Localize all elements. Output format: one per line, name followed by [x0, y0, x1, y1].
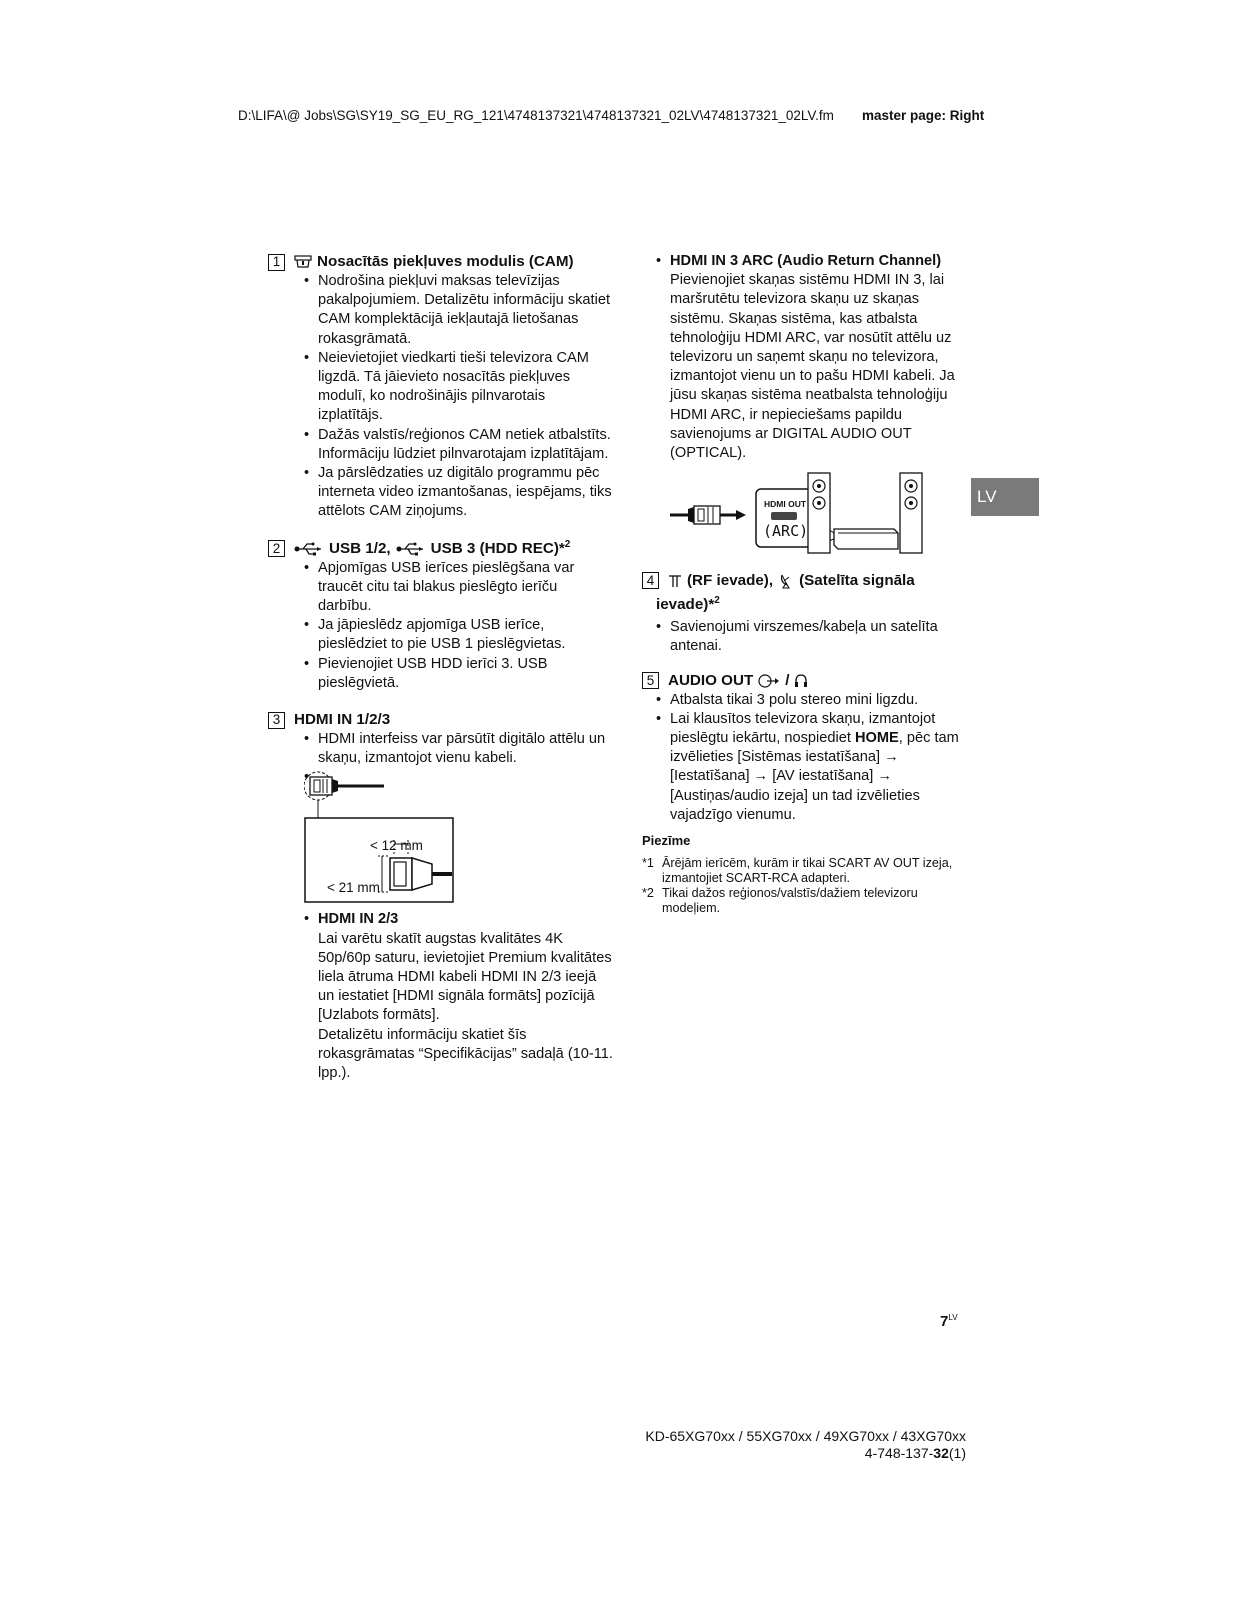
hdmi-out-label: HDMI OUT [764, 499, 807, 510]
footer [645, 1428, 966, 1462]
rf-bullet-list [642, 618, 977, 656]
list-item: • Nodrošina piekļuvi maksas televīzijas pakalpojumiem. Detalizētu informāciju skatiet CAM komplektācijā iekļautajā lietošanas rokasgrāmatā. [304, 272, 613, 349]
list-item: • Savienojumi virszemes/kabeļa un satelīta antenai. [656, 618, 977, 656]
usb-section-title [268, 539, 613, 559]
section-number-2: 2 [268, 540, 285, 557]
rf-section-title [642, 571, 977, 614]
section-number-5: 5 [642, 672, 659, 689]
footer-code: 4-748-137-32(1) [864, 1445, 966, 1461]
arc-bullet-list [642, 252, 977, 463]
hdmi23-item [304, 910, 613, 1083]
footer-models: KD-65XG70xx / 55XG70xx / 49XG70xx / 43XG70xx [645, 1428, 966, 1444]
headphones-icon [794, 674, 808, 688]
cam-section-title [268, 252, 613, 272]
usb-title-b: USB 3 (HDD REC)*$^2$ [430, 538, 571, 557]
usb-icon [294, 542, 324, 556]
hdmi-title-text: HDMI IN 1/2/3 [294, 711, 391, 729]
usb-title-a: USB 1/2, [329, 539, 391, 557]
audio-title-sep: / [785, 671, 790, 689]
list-item: • Pievienojiet USB HDD ierīci 3. USB pieslēgvietā. [304, 655, 613, 693]
arc-item [656, 252, 977, 463]
hdmi-section-title [268, 710, 613, 730]
note-2: *2 Tikai dažos reģionos/valstīs/dažiem televizoru modeļiem. [642, 886, 918, 916]
header-master-page: master page: Right [862, 108, 985, 123]
hdmi23-text: Lai varētu skatīt augstas kvalitātes 4K 50p/60p saturu, ievietojiet Premium kvalitātes liela ātruma HDMI kabeli HDMI IN 2/3 ieejā un iestatiet [HDMI signāla formāts] pozīcijā [Uzlabots formāts]. [318, 930, 612, 1024]
section-number-1: 1 [268, 254, 285, 271]
rf-title-a: (RF ievade), [687, 572, 774, 590]
arc-connection-diagram [642, 469, 977, 561]
audio-bullet-list [642, 691, 977, 825]
dim-21mm-label: < 21 mm [327, 880, 380, 896]
list-item: • Dažās valstīs/reģionos CAM netiek atbalstīts. Informāciju lūdziet pilnvarotajam izplatītājam. [304, 426, 613, 464]
right-column [642, 252, 977, 916]
arc-diagram-graphic [670, 469, 970, 557]
usb-bullet-list [268, 559, 613, 693]
arc-text: Pievienojiet skaņas sistēmu HDMI IN 3, lai maršrutētu televizora skaņu uz skaņas sistēmu. Skaņas sistēma, kas atbalsta tehnoloģiju HDMI ARC, var nosūtīt attēlu uz televizoru un saņemt skaņu no televizora, izmantojot vienu un to pašu HDMI kabeli. Ja jūsu skaņas sistēma neatbalsta tehnoloģiju HDMI ARC, ir nepieciešams papildu savienojums ar DIGITAL AUDIO OUT (OPTICAL). [670, 272, 955, 462]
rf-title-b: (Satelīta signāla [799, 572, 915, 590]
audio-out-icon [758, 674, 780, 688]
list-item: • Lai klausītos televizora skaņu, izmantojot pieslēgtu iekārtu, nospiediet HOME, pēc tam izvēlieties [Sistēmas iestatīšana] → [Iestatīšana] → [AV iestatīšana] → [Austiņas/audio izeja] un tad izvēlieties vajadzīgo vienumu. [656, 710, 977, 825]
section-number-3: 3 [268, 712, 285, 729]
antenna-icon [668, 574, 682, 588]
list-item: • HDMI interfeiss var pārsūtīt digitālo attēlu un skaņu, izmantojot vienu kabeli. [304, 730, 613, 768]
language-tab: LV [971, 478, 1039, 516]
satellite-dish-icon [778, 573, 794, 589]
rf-title-c: ievade)*$^2$ [656, 595, 720, 614]
list-item: • Atbalsta tikai 3 polu stereo mini ligzdu. [656, 691, 977, 710]
arc-title: • HDMI IN 3 ARC (Audio Return Channel) [670, 253, 942, 269]
arc-label: (ARC) [763, 522, 809, 541]
dim-12mm-label: • < 12 mm [370, 838, 423, 854]
hdmi23-title: • HDMI IN 2/3 [318, 911, 399, 928]
header-file-path: D:\LIFA\@ Jobs\SG\SY19_SG_EU_RG_121\4748137321\4748137321_02LV\4748137321_02LV.fm [238, 108, 834, 123]
list-item: • Apjomīgas USB ierīces pieslēgšana var traucēt citu tai blakus pieslēgto ierīču darbību. [304, 559, 613, 617]
list-item: • Neievietojiet viedkarti tieši televizora CAM ligzdā. Tā jāievieto nosacītās piekļuves modulī, ko nodrošinājis pilnvarotais izplatītājs. [304, 349, 613, 426]
cam-card-icon [294, 255, 312, 269]
hdmi-diagram-item [304, 768, 613, 910]
left-column [268, 252, 613, 1083]
page-number: $7^{LV}$ [940, 1313, 958, 1330]
cam-bullet-list [268, 272, 613, 522]
list-item: • Ja pārslēdzaties uz digitālo programmu pēc interneta video izmantošanas, iespējams, tiks attēlots CAM ziņojums. [304, 464, 613, 522]
note-1: *1 Ārējām ierīcēm, kurām ir tikai SCART AV OUT izeja, izmantojiet SCART-RCA adapteri. [642, 856, 953, 886]
section-number-4: 4 [642, 572, 659, 589]
notes-title: Piezīme [642, 833, 691, 849]
hdmi23-text-2: Detalizētu informāciju skatiet šīs rokasgrāmatas “Specifikācijas” sadaļā (10-11. lpp.). [318, 1026, 613, 1082]
audio-section-title [642, 671, 977, 691]
cam-title-text: Nosacītās piekļuves modulis (CAM) [317, 253, 574, 270]
hdmi-bullet-list [268, 730, 613, 1083]
list-item: • Ja jāpieslēdz apjomīga USB ierīce, pieslēdziet to pie USB 1 pieslēgvietas. [304, 616, 613, 654]
audio-title-text: AUDIO OUT [668, 671, 754, 689]
usb-icon [396, 542, 426, 556]
